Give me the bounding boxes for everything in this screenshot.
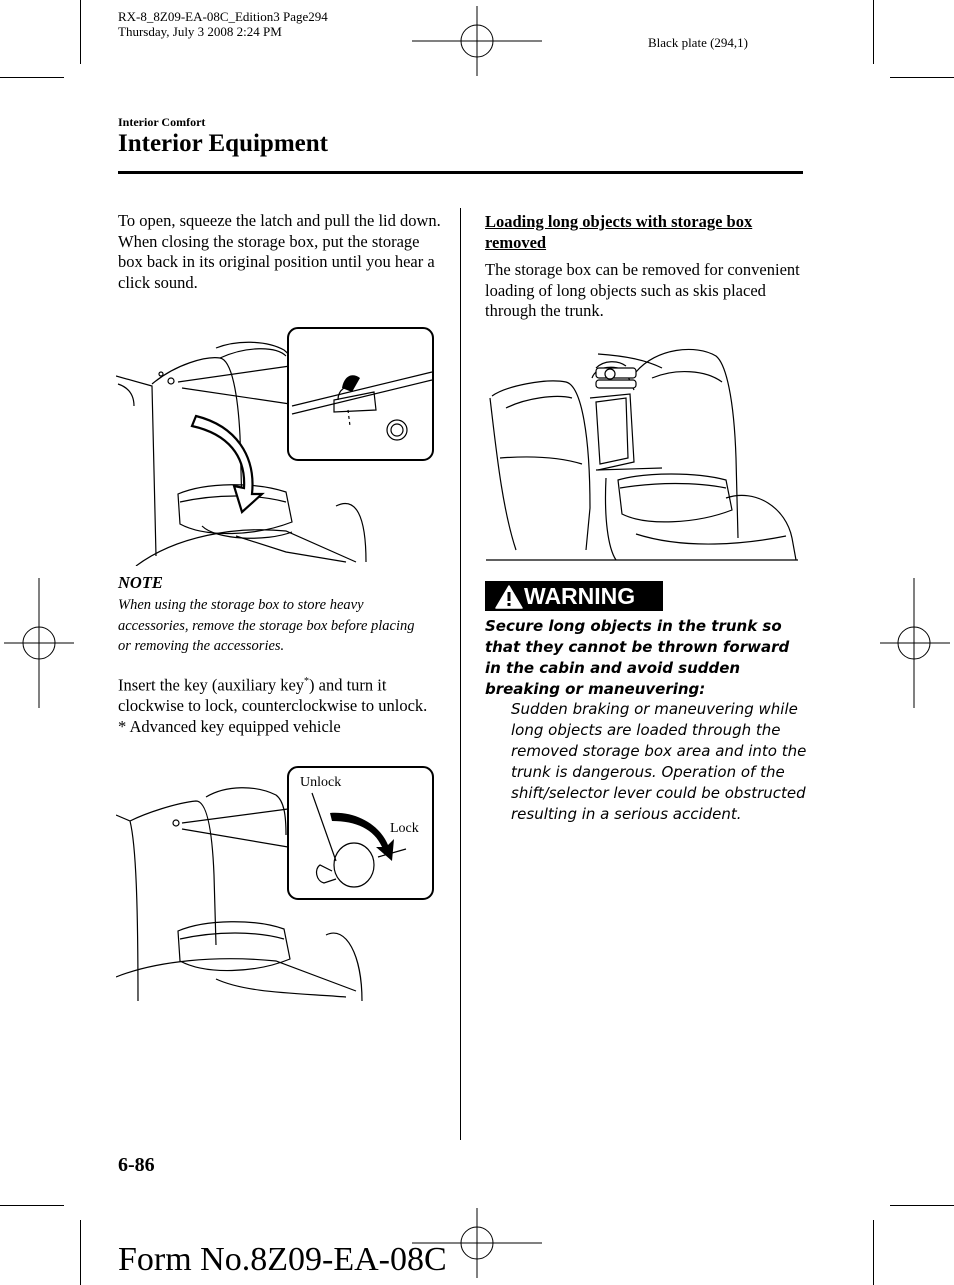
column-divider (460, 208, 461, 1140)
plate-info: Black plate (294,1) (648, 35, 748, 50)
page-title: Interior Equipment (118, 130, 328, 157)
key-instruction-end: ) and turn it clockwise to lock, counterclockwise to unlock. (118, 675, 428, 715)
warning-label: WARNING (524, 583, 636, 609)
key-lock-figure (116, 765, 436, 1005)
storage-box-removed-figure (486, 338, 798, 570)
close-instruction: When closing the storage box, put the storage box back in its original position until you hear a click sound. (118, 231, 435, 292)
form-number: Form No.8Z09-EA-08C (118, 1241, 447, 1278)
print-job-filename: RX-8_8Z09-EA-08C_Edition3 Page294 (118, 9, 328, 24)
print-job-timestamp: Thursday, July 3 2008 2:24 PM (118, 24, 282, 39)
warning-body: Sudden braking or maneuvering while long objects are loaded through the removed storage box area and into the trunk is dangerous. Operation of the shift/selector lever could be obstructed resulting in a serious accident. (511, 700, 807, 823)
open-close-instructions (118, 211, 443, 293)
title-rule (118, 171, 803, 174)
warning-banner (485, 581, 663, 611)
page-number: 6-86 (118, 1154, 155, 1176)
lock-label: Lock (390, 821, 419, 836)
section-label: Interior Comfort (118, 115, 206, 129)
warning-lead: Secure long objects in the trunk so that they cannot be thrown forward in the cabin and avoid sudden breaking or maneuvering: (485, 617, 790, 698)
storage-box-open-figure (116, 326, 436, 566)
print-job-info (118, 9, 328, 39)
warning-triangle-icon (494, 584, 524, 610)
long-objects-paragraph: The storage box can be removed for convenient loading of long objects such as skis placed through the trunk. (485, 260, 800, 320)
long-objects-subheading: Loading long objects with storage box removed (485, 212, 753, 252)
note-text: When using the storage box to store heavy accessories, remove the storage box before placing or removing the accessories. (118, 597, 415, 654)
open-instruction: To open, squeeze the latch and pull the lid down. (118, 211, 441, 230)
footnote-marker: * (304, 676, 310, 687)
footnote: * Advanced key equipped vehicle (118, 716, 341, 736)
key-instruction-start: Insert the key (auxiliary key (118, 675, 305, 695)
note-title: NOTE (118, 573, 163, 592)
key-instruction (118, 672, 443, 737)
unlock-label: Unlock (300, 775, 342, 790)
